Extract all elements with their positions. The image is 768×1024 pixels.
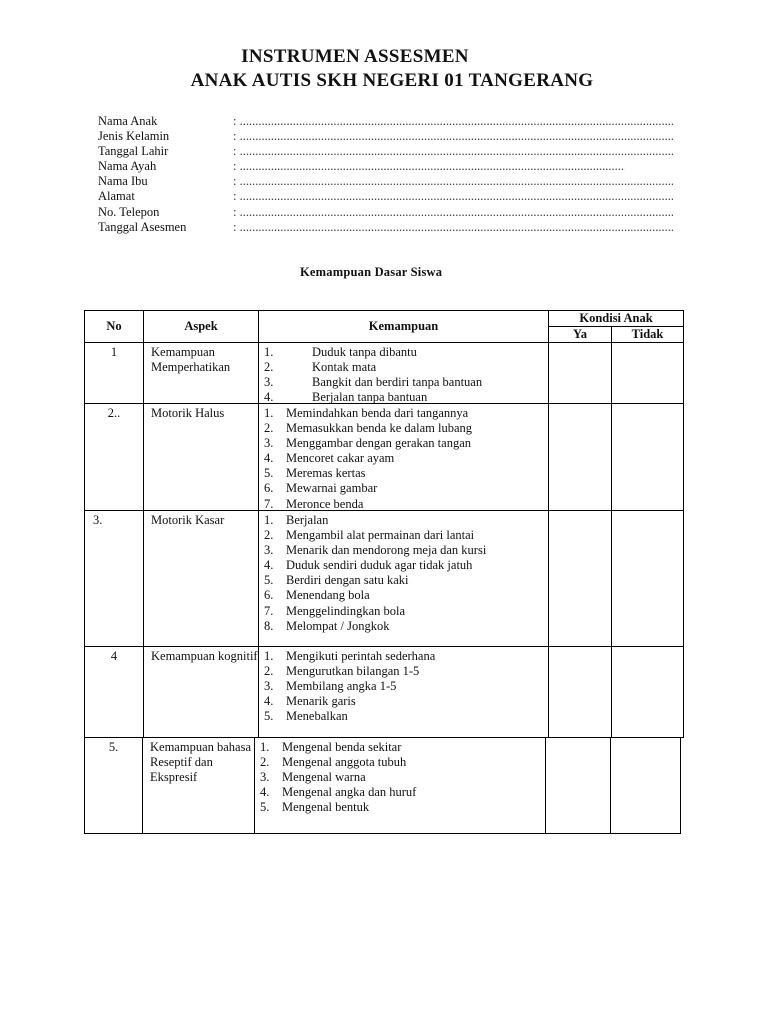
fill-in-line <box>233 220 673 235</box>
list-item: 5. Mengenal bentuk <box>260 800 370 815</box>
tidak-checkbox-cell[interactable] <box>611 510 684 647</box>
row-aspek: Kemampuan bahasa Reseptif dan Ekspresif <box>142 737 255 834</box>
list-item: 6. Mewarnai gambar <box>264 481 378 496</box>
fill-in-line <box>233 174 673 189</box>
header-aspek: Aspek <box>143 310 259 343</box>
list-item: 2. Kontak mata <box>264 360 377 375</box>
row-kemampuan <box>254 737 546 834</box>
list-item: 2. Mengenal anggota tubuh <box>260 755 407 770</box>
identity-label: Nama Anak <box>98 114 158 128</box>
fill-in-line <box>233 205 673 220</box>
section-title: Kemampuan Dasar Siswa <box>300 265 443 279</box>
list-item: 1. Berjalan <box>264 513 329 527</box>
list-item: 4. Menarik garis <box>264 694 356 709</box>
list-item: 3. Menggambar dengan gerakan tangan <box>264 436 471 451</box>
list-item: 7. Menggelindingkan bola <box>264 603 406 618</box>
identity-row <box>98 189 673 204</box>
ya-checkbox-cell[interactable] <box>548 403 612 511</box>
row-aspek: Motorik Halus <box>143 403 259 511</box>
header-tidak: Tidak <box>611 326 684 343</box>
list-item: 4. Berjalan tanpa bantuan <box>264 390 428 405</box>
fill-in-line <box>233 114 673 129</box>
ya-checkbox-cell[interactable] <box>548 510 612 647</box>
fill-in-line <box>233 129 673 144</box>
header-kemampuan: Kemampuan <box>258 310 549 343</box>
ya-checkbox-cell[interactable] <box>548 646 612 738</box>
fill-in-line <box>233 144 673 159</box>
list-item: 4. Mencoret cakar ayam <box>264 451 395 466</box>
row-aspek: Kemampuan Memperhatikan <box>143 342 259 404</box>
identity-row <box>98 205 673 220</box>
list-item: 2. Memasukkan benda ke dalam lubang <box>264 421 473 436</box>
list-item: 1. Mengikuti perintah sederhana <box>264 649 436 663</box>
identity-row <box>98 129 673 144</box>
identity-label: No. Telepon <box>98 204 160 219</box>
list-item: 2. Mengurutkan bilangan 1-5 <box>264 664 420 679</box>
identity-label: Nama Ibu <box>98 174 148 189</box>
row-number: 1 <box>84 342 144 404</box>
list-item: 5. Meremas kertas <box>264 466 366 481</box>
list-item: 2. Mengambil alat permainan dari lantai <box>264 528 475 543</box>
document-title-line-2: ANAK AUTIS SKH NEGERI 01 TANGERANG <box>190 70 594 91</box>
identity-row <box>98 174 673 189</box>
ya-checkbox-cell[interactable] <box>548 342 612 404</box>
row-kemampuan <box>258 646 549 738</box>
fill-in-line <box>233 189 673 204</box>
row-aspek: Kemampuan kognitif <box>143 646 259 738</box>
row-number: 5. <box>84 737 143 834</box>
list-item: 3. Membilang angka 1-5 <box>264 679 397 694</box>
list-item: 4. Duduk sendiri duduk agar tidak jatuh <box>264 558 473 573</box>
list-item: 1. Mengenal benda sekitar <box>260 740 402 754</box>
fill-in-line <box>233 159 625 174</box>
identity-row <box>98 159 673 174</box>
header-ya: Ya <box>548 326 612 343</box>
row-kemampuan <box>258 342 549 404</box>
list-item: 3. Mengenal warna <box>260 770 366 785</box>
list-item: 7. Meronce benda <box>264 496 364 511</box>
ya-checkbox-cell[interactable] <box>545 737 611 834</box>
list-item: 1. Duduk tanpa dibantu <box>264 345 417 359</box>
list-item: 8. Melompat / Jongkok <box>264 618 390 633</box>
tidak-checkbox-cell[interactable] <box>610 737 681 834</box>
tidak-checkbox-cell[interactable] <box>611 342 684 404</box>
row-number: 4 <box>84 646 144 738</box>
tidak-checkbox-cell[interactable] <box>611 646 684 738</box>
identity-label: Jenis Kelamin <box>98 129 170 144</box>
identity-label: Tanggal Asesmen <box>98 219 187 234</box>
identity-label: Nama Ayah <box>98 159 157 174</box>
identity-row <box>98 220 673 235</box>
identity-label: Tanggal Lahir <box>98 144 169 159</box>
list-item: 3. Bangkit dan berdiri tanpa bantuan <box>264 375 483 390</box>
identity-row <box>98 144 673 159</box>
list-item: 3. Menarik dan mendorong meja dan kursi <box>264 543 487 558</box>
row-number: 2.. <box>84 403 144 511</box>
list-item: 6. Menendang bola <box>264 588 370 603</box>
header-no: No <box>84 310 144 343</box>
identity-label: Alamat <box>98 189 135 204</box>
list-item: 5. Berdiri dengan satu kaki <box>264 573 409 588</box>
identity-form <box>98 114 673 235</box>
identity-row <box>98 114 673 129</box>
row-number: 3. <box>84 510 144 647</box>
list-item: 4. Mengenal angka dan huruf <box>260 785 417 800</box>
tidak-checkbox-cell[interactable] <box>611 403 684 511</box>
header-kondisi-anak: Kondisi Anak <box>548 310 684 327</box>
document-title-line-1: INSTRUMEN ASSESMEN <box>241 46 469 67</box>
row-kemampuan <box>258 403 549 511</box>
list-item: 5. Menebalkan <box>264 709 348 724</box>
row-aspek: Motorik Kasar <box>143 510 259 647</box>
row-kemampuan <box>258 510 549 647</box>
list-item: 1. Memindahkan benda dari tangannya <box>264 406 469 420</box>
